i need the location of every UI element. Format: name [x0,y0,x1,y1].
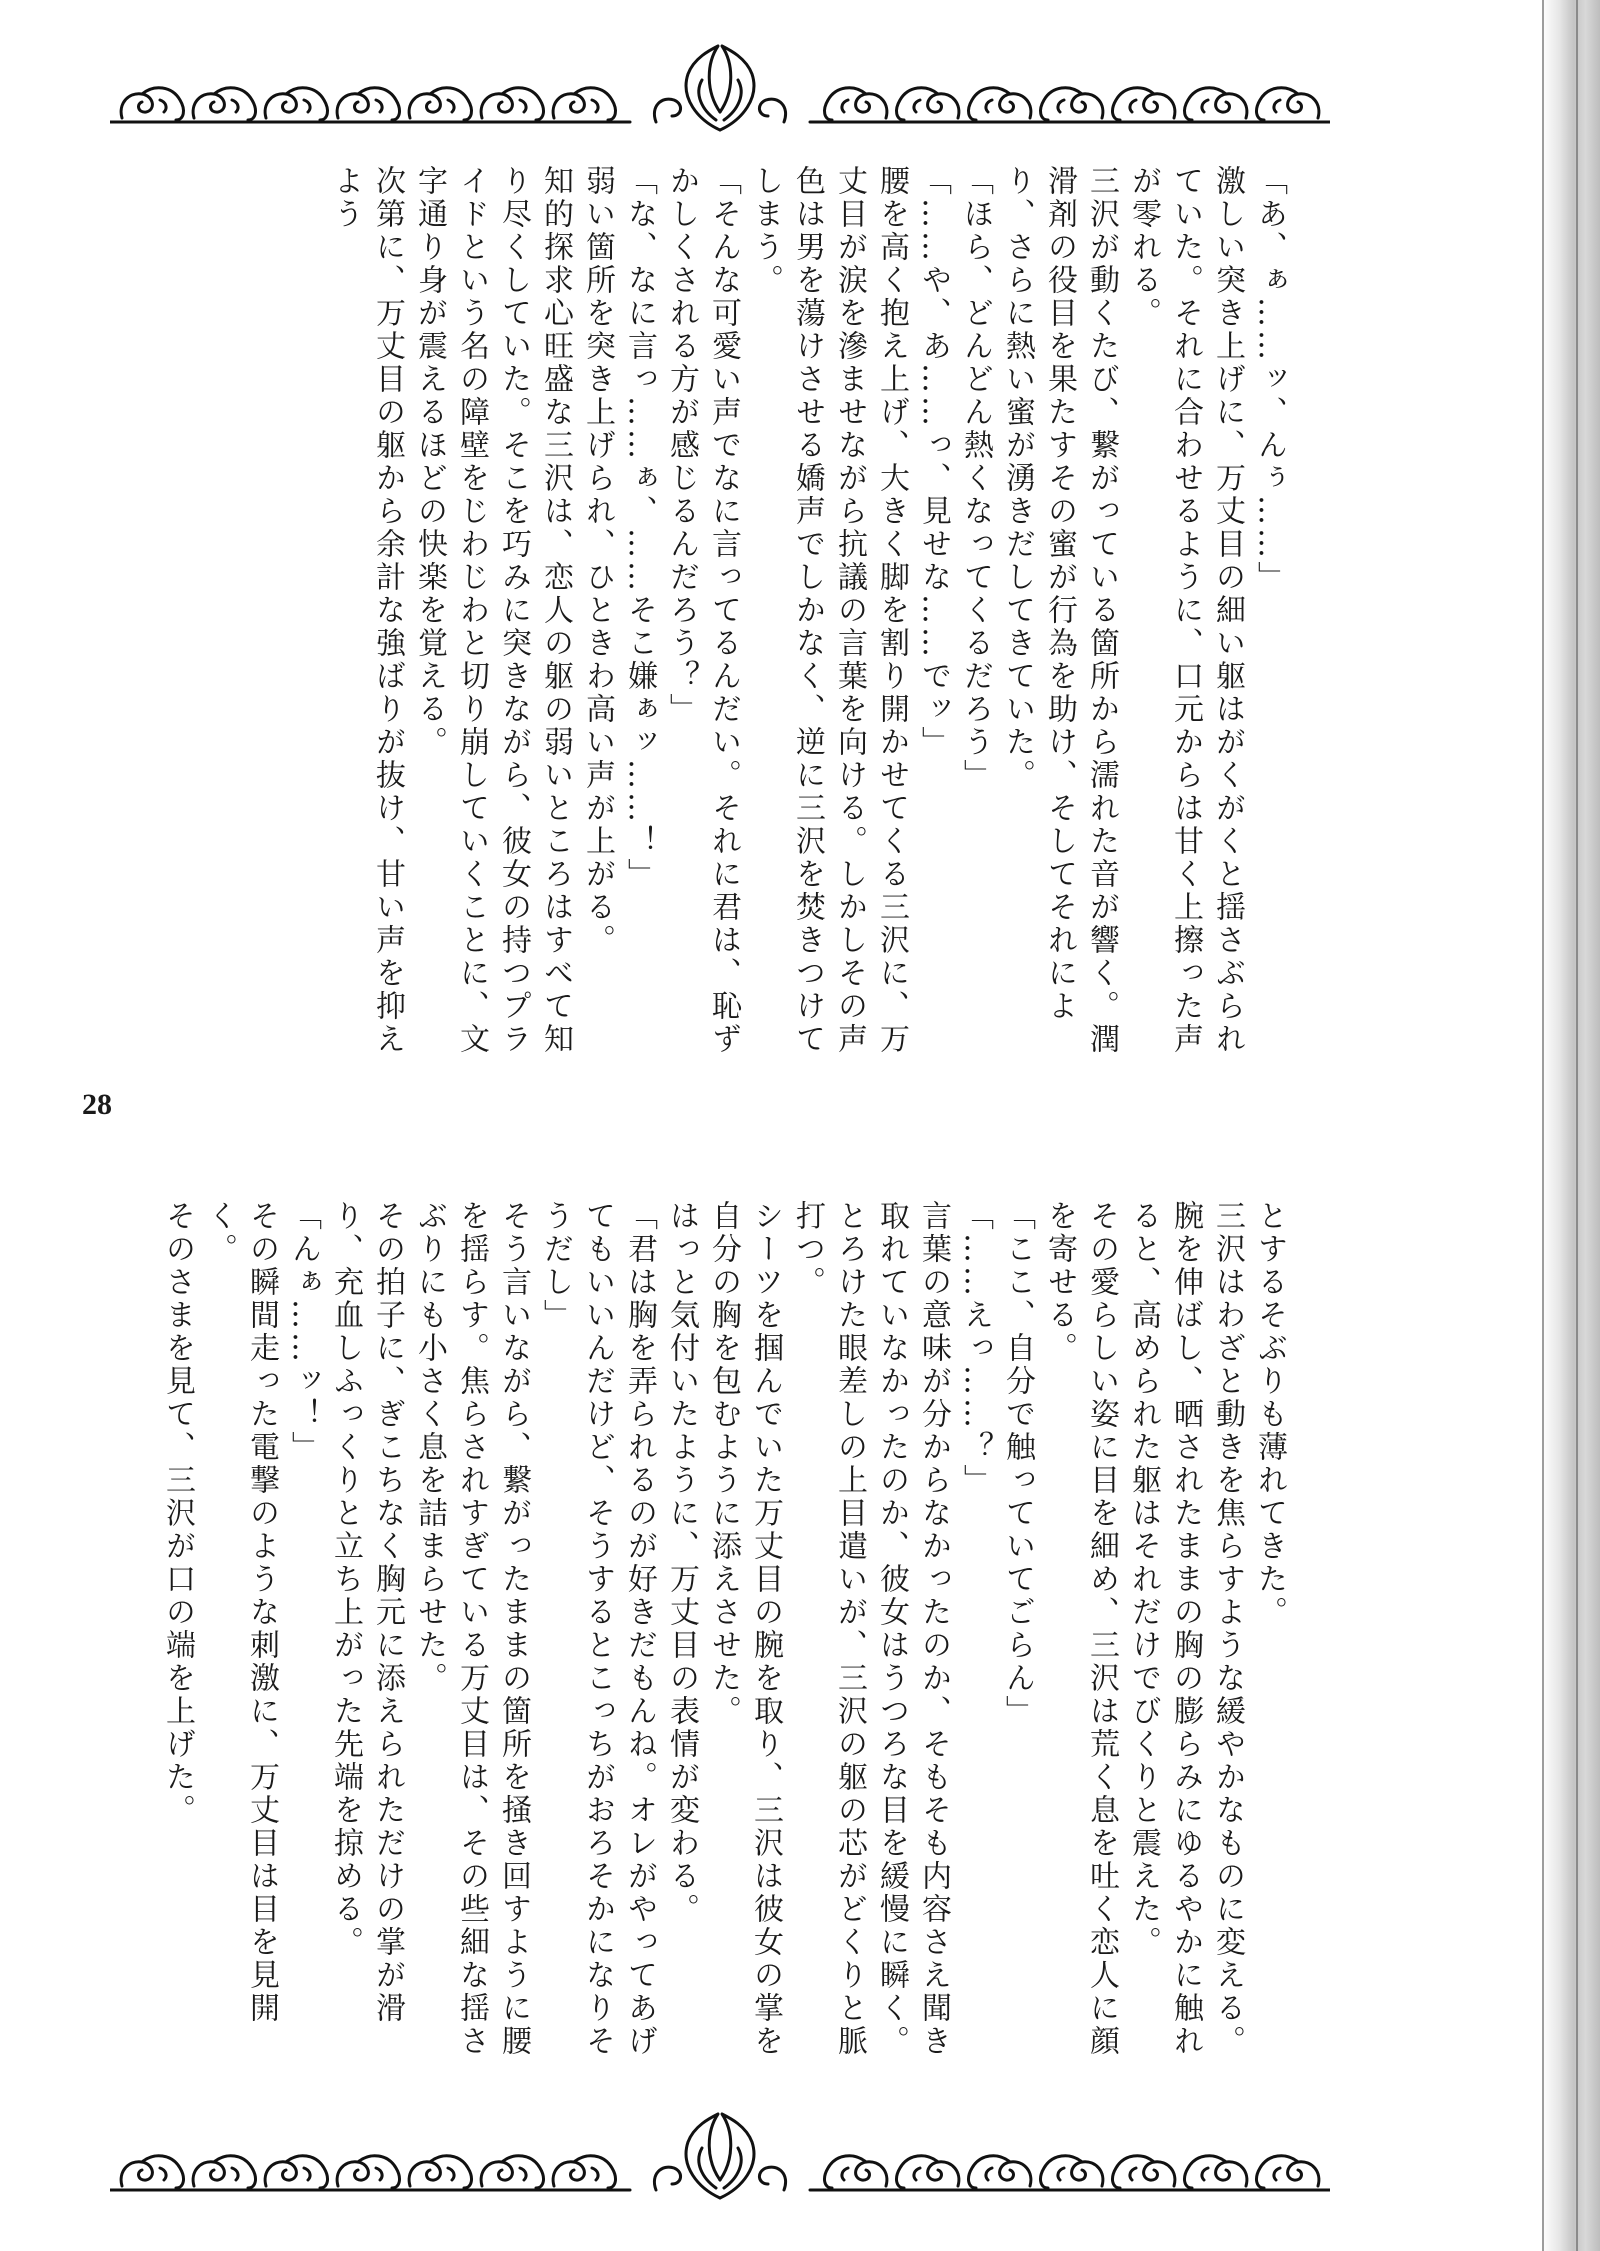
paragraph: そう言いながら、繋がったままの箇所を掻き回すように腰を揺らす。焦らされすぎている万丈目は、その些細な揺さぶりにも小さく息を詰まらせた。 [412,1200,531,2058]
paragraph: 「……や、あ……っ、見せな……でッ」 [916,165,951,759]
paragraph: その拍子に、ぎこちなく胸元に添えられただけの掌が滑り、充血しふっくりと立ち上がった先端を掠める。 [328,1200,405,2025]
paragraph: 「ほら、どんどん熱くなってくるだろう」 [958,165,993,792]
scroll-ornament-icon [110,2108,1330,2208]
paragraph: その愛らしい姿に目を細め、三沢は荒く息を吐く恋人に顔を寄せる。 [1042,1200,1119,2058]
paragraph: 「君は胸を弄られるのが好きだもんね。オレがやってあげてもいいんだけど、そうするとこっちがおろそかになりそうだし」 [538,1200,657,2058]
page-edge-line [1542,0,1544,2251]
page-number: 28 [82,1088,112,1121]
paragraph: シーツを掴んでいた万丈目の腕を取り、三沢は彼女の掌を自分の胸を包むように添えさせた。 [706,1200,783,2058]
paragraph: そのさまを見て、三沢が口の端を上げた。 [160,1200,195,1827]
paragraph: はっと気付いたように、万丈目の表情が変わる。 [664,1200,699,1926]
upper-text-block [150,165,1290,1060]
bottom-ornament-border [110,2108,1330,2208]
paragraph: その瞬間走った電撃のような刺激に、万丈目は目を見開く。 [202,1200,279,2025]
paragraph: 「ここ、自分で触っていてごらん」 [1000,1200,1035,1728]
paragraph: 「んぁ……ッ！」 [286,1200,321,1464]
paragraph: 激しい突き上げに、万丈目の細い躯はがくがくと揺さぶられていた。それに合わせるように、口元からは甘く上擦った声が零れる。 [1126,165,1245,1056]
lower-text-block [150,1200,1290,2090]
page-edge-line [1576,0,1578,2251]
paragraph: 三沢はわざと動きを焦らすような緩やかなものに変える。腕を伸ばし、晒されたままの胸の膨らみにゆるやかに触れると、高められた躯はそれだけでびくりと震えた。 [1126,1200,1245,2058]
paragraph: 「あ、ぁ……ッ、んぅ……」 [1252,165,1287,594]
paragraph: 腰を高く抱え上げ、大きく脚を割り開かせてくる三沢に、万丈目が涙を滲ませながら抗議の言葉を向ける。しかしその声色は男を蕩けさせる嬌声でしかなく、逆に三沢を焚きつけてしまう。 [748,165,909,1056]
paragraph: 知的探求心旺盛な三沢は、恋人の躯の弱いところはすべて知り尽くしていた。そこを巧みに突きながら、彼女の持つプライドという名の障壁をじわじわと切り崩していくことに、文字通り身が震えるほどの快楽を覚える。 [412,165,573,1056]
paragraph: 弱い箇所を突き上げられ、ひときわ高い声が上がる。 [580,165,615,957]
paragraph: 「そんな可愛い声でなに言ってるんだい。それに君は、恥ずかしくされる方が感じるんだろう？」 [664,165,741,1056]
paragraph: 三沢が動くたび、繋がっている箇所から濡れた音が響く。潤滑剤の役目を果たすその蜜が行為を助け、そしてそれにより、さらに熱い蜜が湧きだしてきていた。 [1000,165,1119,1056]
paragraph: 「な、なに言っ……ぁ、……そこ嫌ぁッ……！」 [622,165,657,891]
paragraph: 次第に、万丈目の躯から余計な強ばりが抜け、甘い声を抑えよう [328,165,405,1056]
top-ornament-border [110,40,1330,140]
scroll-ornament-icon [110,40,1330,140]
binding-shadow [1542,0,1600,2251]
paragraph: 言葉の意味が分からなかったのか、そもそも内容さえ聞き取れていなかったのか、彼女はうつろな目を緩慢に瞬く。とろけた眼差しの上目遣いが、三沢の躯の芯がどくりと脈打つ。 [790,1200,951,2058]
paragraph: 「……えっ……？」 [958,1200,993,1497]
paragraph: とするそぶりも薄れてきた。 [1252,1200,1287,1629]
